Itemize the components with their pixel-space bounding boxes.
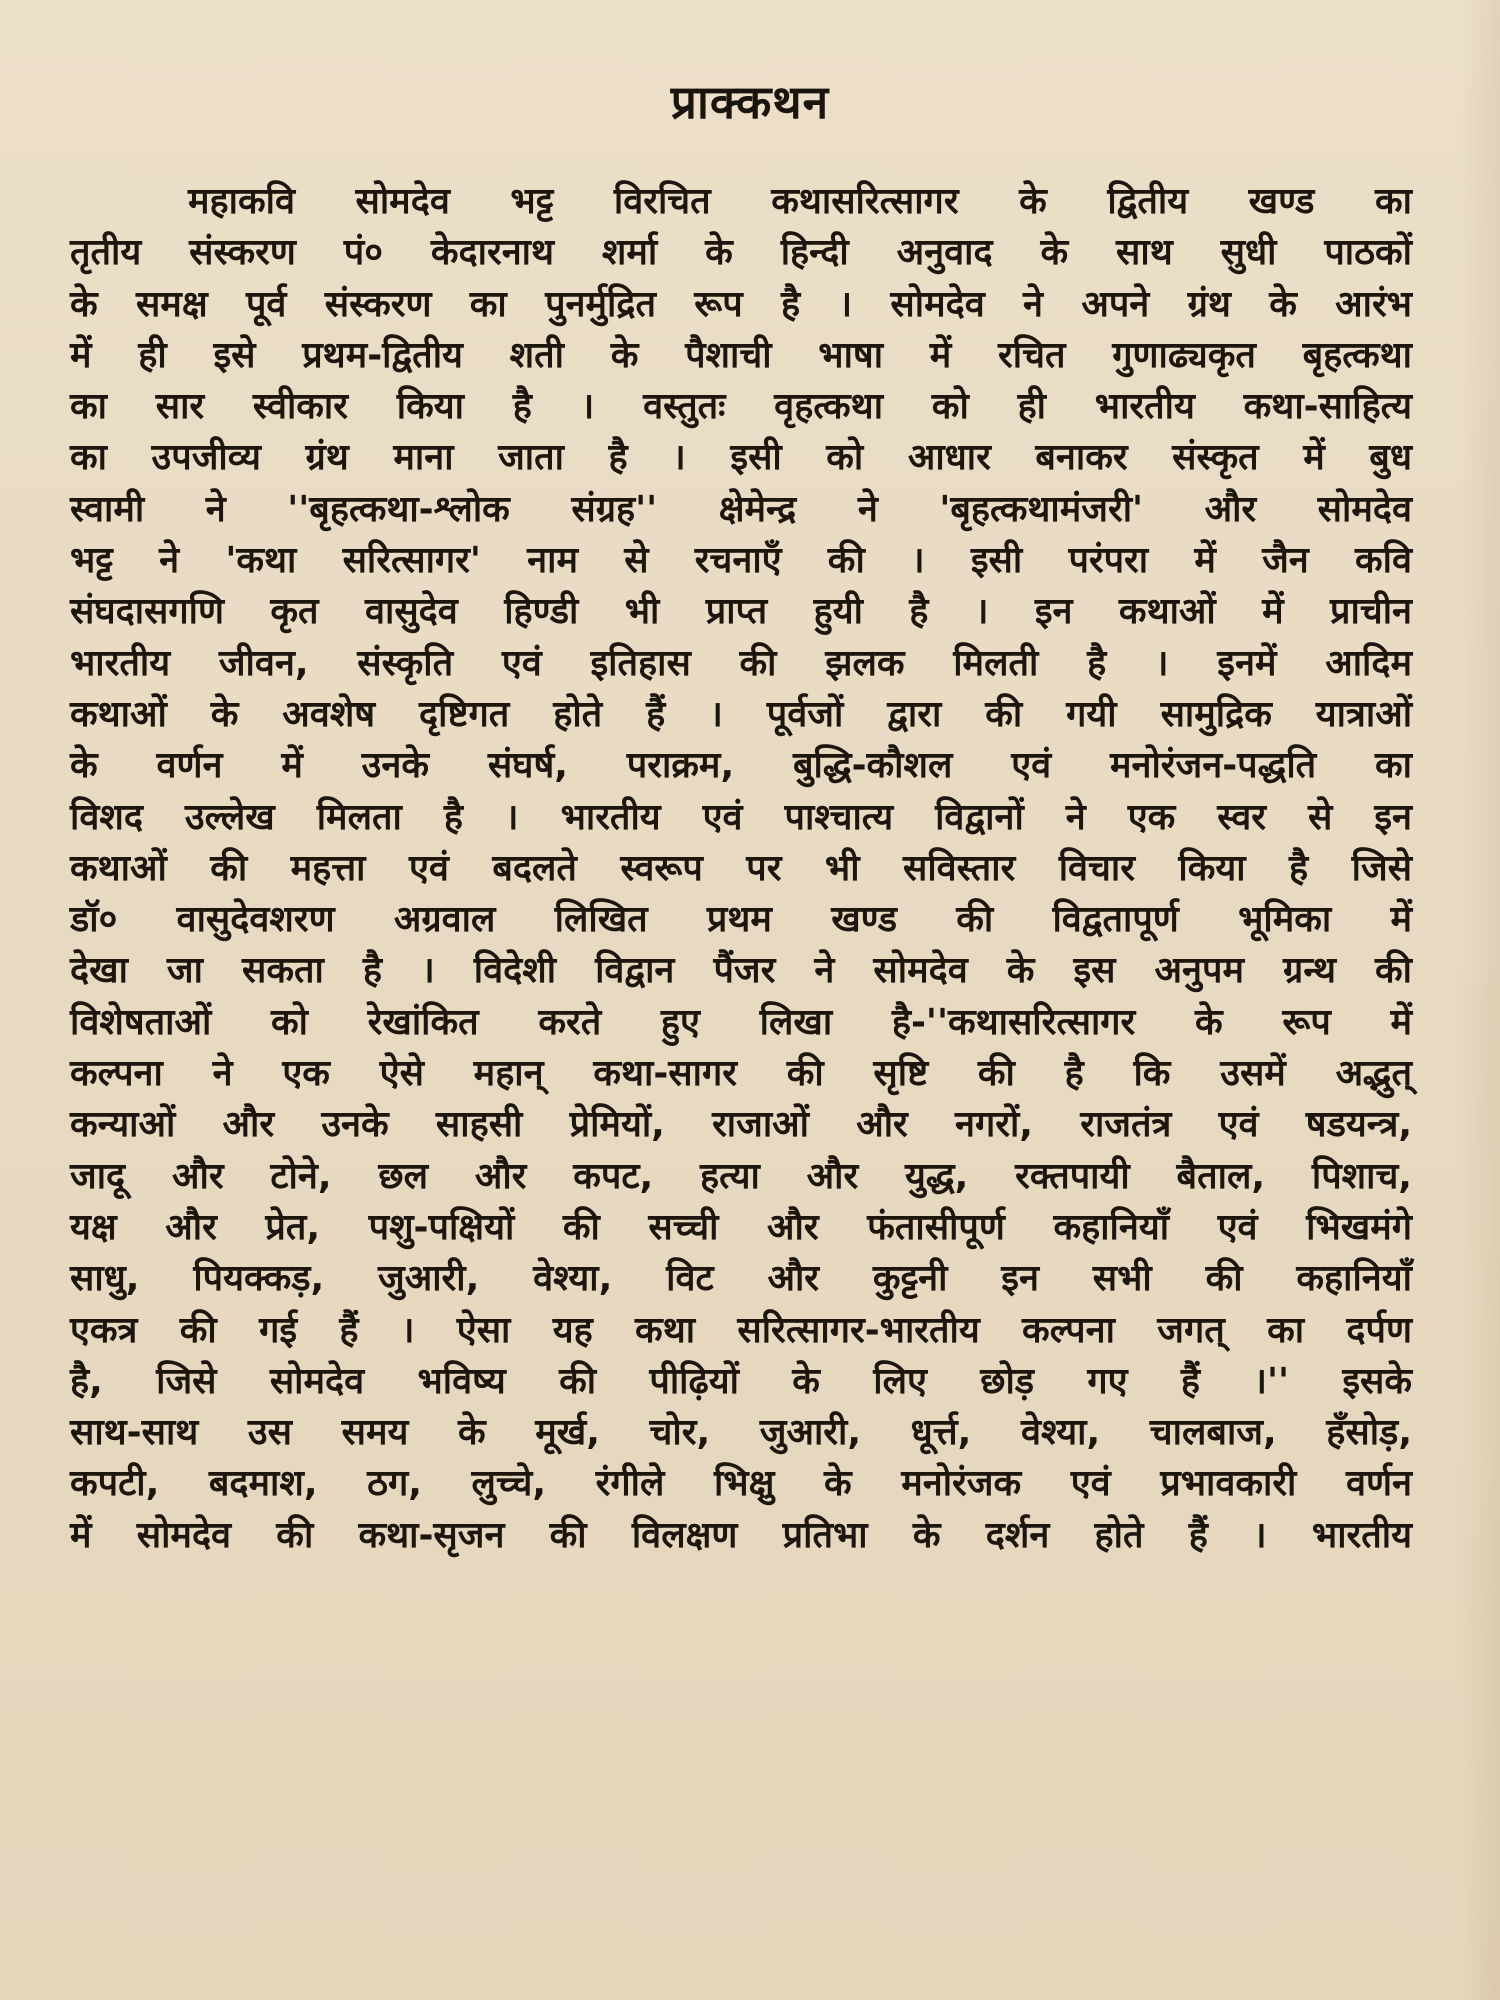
text-line: भारतीय जीवन, संस्कृति एवं इतिहास की झलक मिलती है । इनमें आदिम <box>70 642 1412 684</box>
text-line: जादू और टोने, छल और कपट, हत्या और युद्ध, रक्तपायी बैताल, पिशाच, <box>70 1155 1412 1197</box>
text-line: एकत्र की गई हैं । ऐसा यह कथा सरित्सागर-भारतीय कल्पना जगत् का दर्पण <box>70 1309 1412 1351</box>
text-line: के समक्ष पूर्व संस्करण का पुनर्मुद्रित रूप है । सोमदेव ने अपने ग्रंथ के आरंभ <box>70 283 1412 325</box>
text-line: साधु, पियक्कड़, जुआरी, वेश्या, विट और कुट्टनी इन सभी की कहानियाँ <box>70 1258 1412 1300</box>
page-title: प्राक्कथन <box>670 75 830 129</box>
text-line: कथाओं की महत्ता एवं बदलते स्वरूप पर भी सविस्तार विचार किया है जिसे <box>70 847 1412 889</box>
text-line: साथ-साथ उस समय के मूर्ख, चोर, जुआरी, धूर्त्त, वेश्या, चालबाज, हँसोड़, <box>70 1412 1412 1454</box>
text-line: विशेषताओं को रेखांकित करते हुए लिखा है-''कथासरित्सागर के रूप में <box>70 1001 1412 1043</box>
text-line: डॉ० वासुदेवशरण अग्रवाल लिखित प्रथम खण्ड की विद्वतापूर्ण भूमिका में <box>70 899 1412 941</box>
text-line: भट्ट ने 'कथा सरित्सागर' नाम से रचनाएँ की । इसी परंपरा में जैन कवि <box>70 540 1412 582</box>
text-line: स्वामी ने ''बृहत्कथा-श्लोक संग्रह'' क्षेमेन्द्र ने 'बृहत्कथामंजरी' और सोमदेव <box>70 488 1412 530</box>
text-line: विशद उल्लेख मिलता है । भारतीय एवं पाश्चात्य विद्वानों ने एक स्वर से इन <box>70 796 1412 838</box>
text-line: कल्पना ने एक ऐसे महान् कथा-सागर की सृष्टि की है कि उसमें अद्भुत् <box>70 1053 1412 1095</box>
text-line: का उपजीव्य ग्रंथ माना जाता है । इसी को आधार बनाकर संस्कृत में बुध <box>70 437 1412 479</box>
page-edge-shadow <box>1460 0 1500 2000</box>
text-line: कपटी, बदमाश, ठग, लुच्चे, रंगीले भिक्षु के मनोरंजक एवं प्रभावकारी वर्णन <box>70 1463 1412 1505</box>
text-line: यक्ष और प्रेत, पशु-पक्षियों की सच्ची और फंतासीपूर्ण कहानियाँ एवं भिखमंगे <box>70 1206 1412 1248</box>
text-line: में सोमदेव की कथा-सृजन की विलक्षण प्रतिभा के दर्शन होते हैं । भारतीय <box>70 1514 1412 1556</box>
text-line: महाकवि सोमदेव भट्ट विरचित कथासरित्सागर के द्वितीय खण्ड का <box>188 181 1412 222</box>
text-line: का सार स्वीकार किया है । वस्तुतः वृहत्कथा को ही भारतीय कथा-साहित्य <box>70 386 1412 428</box>
text-line: तृतीय संस्करण पं० केदारनाथ शर्मा के हिन्दी अनुवाद के साथ सुधी पाठकों <box>70 232 1412 274</box>
text-line: में ही इसे प्रथम-द्वितीय शती के पैशाची भाषा में रचित गुणाढ्यकृत बृहत्कथा <box>70 334 1412 376</box>
text-line: संघदासगणि कृत वासुदेव हिण्डी भी प्राप्त हुयी है । इन कथाओं में प्राचीन <box>70 591 1412 633</box>
text-line: कन्याओं और उनके साहसी प्रेमियों, राजाओं और नगरों, राजतंत्र एवं षडयन्त्र, <box>70 1104 1412 1146</box>
text-line: कथाओं के अवशेष दृष्टिगत होते हैं । पूर्वजों द्वारा की गयी सामुद्रिक यात्राओं <box>70 693 1412 735</box>
text-line: देखा जा सकता है । विदेशी विद्वान पैंजर ने सोमदेव के इस अनुपम ग्रन्थ की <box>70 950 1412 992</box>
prakkathan-paragraph <box>70 176 1412 1561</box>
text-line: के वर्णन में उनके संघर्ष, पराक्रम, बुद्धि-कौशल एवं मनोरंजन-पद्धति का <box>70 745 1412 787</box>
text-line: है, जिसे सोमदेव भविष्य की पीढ़ियों के लिए छोड़ गए हैं ।'' इसके <box>70 1360 1412 1402</box>
